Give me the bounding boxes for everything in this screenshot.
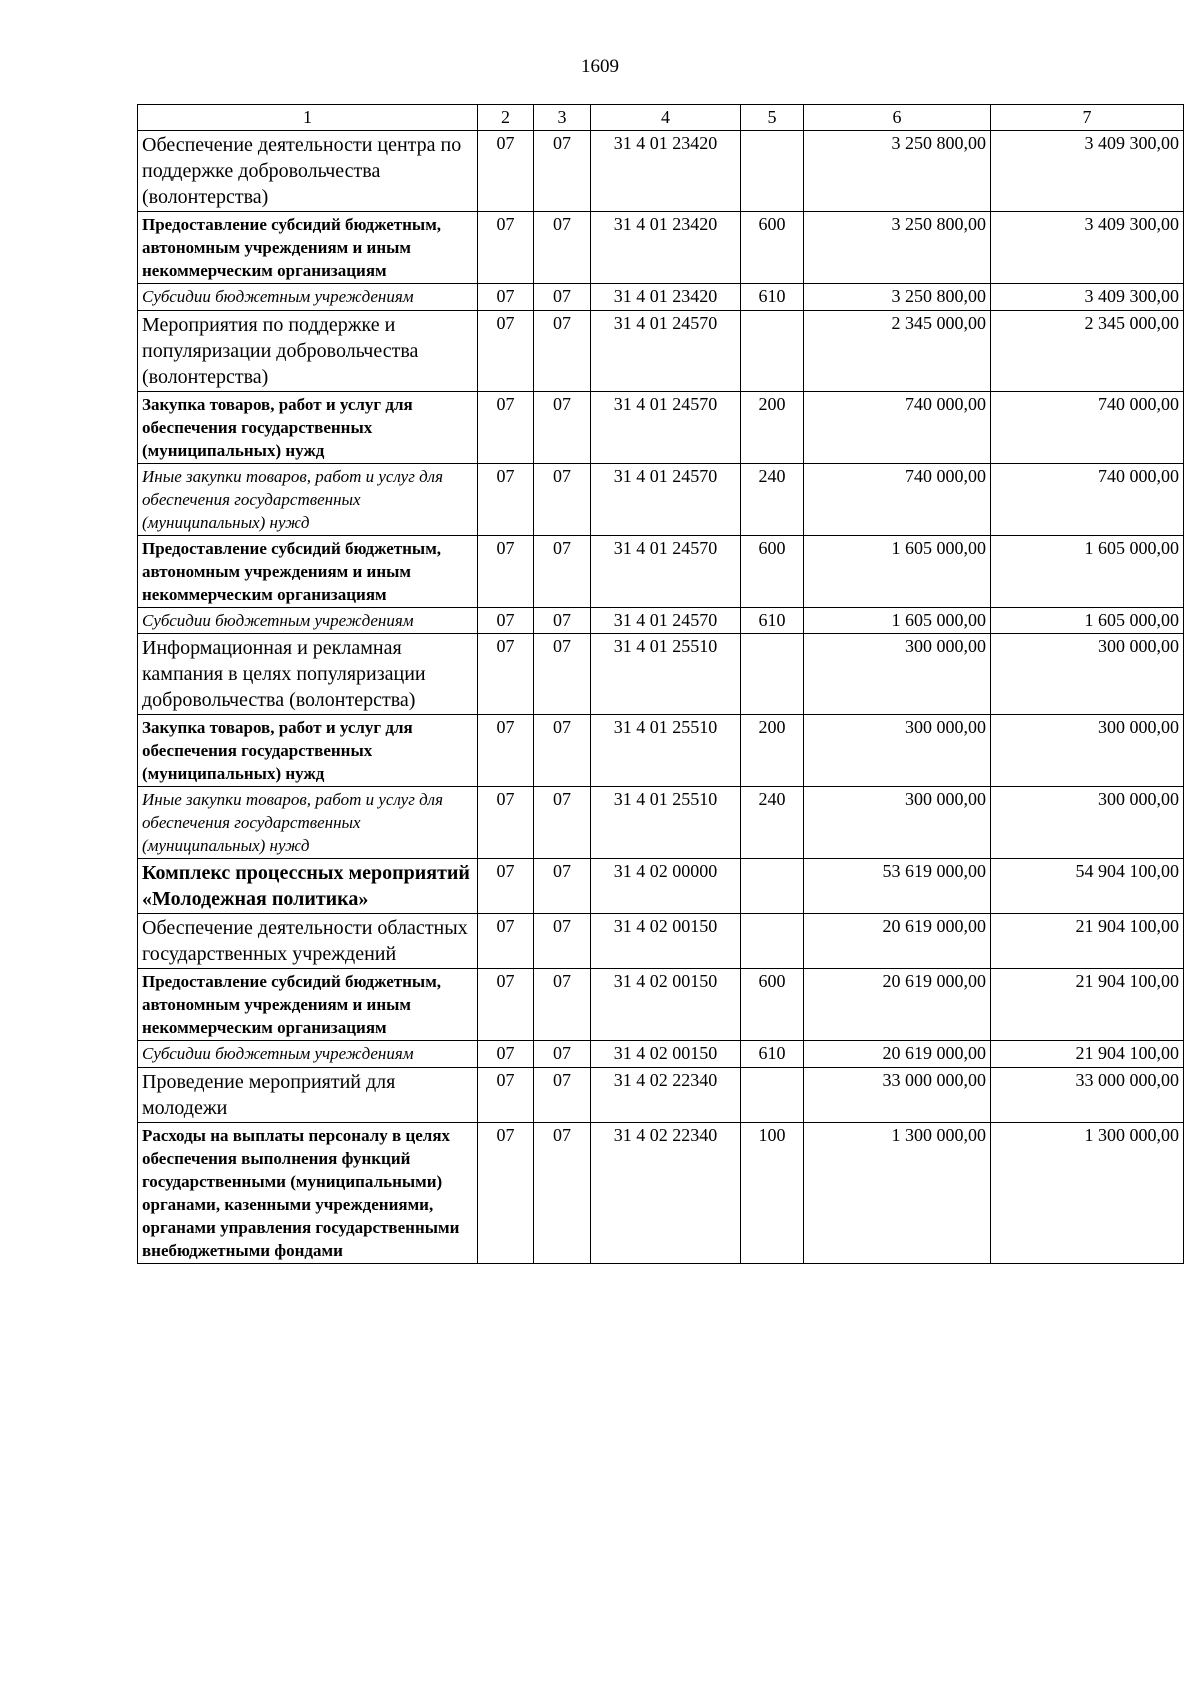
row-section-cell: 07 [478, 391, 534, 463]
row-amount-col7-cell: 33 000 000,00 [991, 1067, 1184, 1122]
row-amount-col6-cell: 53 619 000,00 [804, 859, 991, 914]
row-amount-col7-cell: 3 409 300,00 [991, 212, 1184, 284]
row-section-cell: 07 [478, 715, 534, 787]
row-amount-col6-cell: 300 000,00 [804, 787, 991, 859]
row-amount-col6-cell: 3 250 800,00 [804, 284, 991, 310]
row-target-article-cell: 31 4 01 23420 [591, 131, 741, 212]
row-subsection-cell: 07 [534, 1122, 591, 1263]
row-subsection-cell: 07 [534, 212, 591, 284]
row-target-article-cell: 31 4 02 22340 [591, 1122, 741, 1263]
column-header: 1 [138, 105, 478, 131]
row-name-cell: Обеспечение деятельности областных государственных учреждений [138, 914, 478, 969]
row-expense-type-cell: 200 [741, 715, 804, 787]
row-subsection-cell: 07 [534, 284, 591, 310]
row-expense-type-cell [741, 914, 804, 969]
table-row [138, 1122, 1184, 1263]
table-header-row [138, 105, 1184, 131]
row-subsection-cell: 07 [534, 310, 591, 391]
row-expense-type-cell: 610 [741, 1041, 804, 1067]
row-expense-type-cell [741, 310, 804, 391]
row-section-cell: 07 [478, 310, 534, 391]
row-amount-col7-cell: 1 605 000,00 [991, 535, 1184, 607]
row-name-cell: Мероприятия по поддержке и популяризации добровольчества (волонтерства) [138, 310, 478, 391]
row-target-article-cell: 31 4 01 25510 [591, 787, 741, 859]
row-section-cell: 07 [478, 1067, 534, 1122]
row-section-cell: 07 [478, 787, 534, 859]
row-expense-type-cell: 200 [741, 391, 804, 463]
table-row [138, 787, 1184, 859]
row-name-cell: Субсидии бюджетным учреждениям [138, 1041, 478, 1067]
row-section-cell: 07 [478, 969, 534, 1041]
row-name-cell: Предоставление субсидий бюджетным, автономным учреждениям и иным некоммерческим организациям [138, 535, 478, 607]
row-amount-col6-cell: 20 619 000,00 [804, 969, 991, 1041]
row-subsection-cell: 07 [534, 535, 591, 607]
table-row [138, 391, 1184, 463]
table-row [138, 1067, 1184, 1122]
table-row [138, 535, 1184, 607]
column-header: 7 [991, 105, 1184, 131]
row-name-cell: Закупка товаров, работ и услуг для обеспечения государственных (муниципальных) нужд [138, 715, 478, 787]
row-section-cell: 07 [478, 634, 534, 715]
row-name-cell: Информационная и рекламная кампания в целях популяризации добровольчества (волонтерства) [138, 634, 478, 715]
row-subsection-cell: 07 [534, 634, 591, 715]
page-number: 1609 [581, 56, 619, 77]
row-section-cell: 07 [478, 212, 534, 284]
row-expense-type-cell: 610 [741, 284, 804, 310]
table-row [138, 607, 1184, 633]
column-header: 5 [741, 105, 804, 131]
row-expense-type-cell: 600 [741, 535, 804, 607]
table-row [138, 310, 1184, 391]
row-target-article-cell: 31 4 02 00000 [591, 859, 741, 914]
table-row [138, 284, 1184, 310]
row-amount-col7-cell: 740 000,00 [991, 463, 1184, 535]
row-amount-col7-cell: 1 605 000,00 [991, 607, 1184, 633]
row-expense-type-cell [741, 1067, 804, 1122]
row-name-cell: Иные закупки товаров, работ и услуг для обеспечения государственных (муниципальных) нужд [138, 463, 478, 535]
row-target-article-cell: 31 4 02 22340 [591, 1067, 741, 1122]
row-target-article-cell: 31 4 01 24570 [591, 535, 741, 607]
row-amount-col7-cell: 1 300 000,00 [991, 1122, 1184, 1263]
row-subsection-cell: 07 [534, 391, 591, 463]
row-expense-type-cell [741, 634, 804, 715]
row-section-cell: 07 [478, 535, 534, 607]
row-target-article-cell: 31 4 01 24570 [591, 463, 741, 535]
row-name-cell: Субсидии бюджетным учреждениям [138, 607, 478, 633]
table-row [138, 715, 1184, 787]
table-row [138, 1041, 1184, 1067]
row-amount-col6-cell: 33 000 000,00 [804, 1067, 991, 1122]
row-name-cell: Комплекс процессных мероприятий «Молодежная политика» [138, 859, 478, 914]
row-amount-col7-cell: 740 000,00 [991, 391, 1184, 463]
row-subsection-cell: 07 [534, 1067, 591, 1122]
row-amount-col7-cell: 21 904 100,00 [991, 969, 1184, 1041]
row-name-cell: Обеспечение деятельности центра по поддержке добровольчества (волонтерства) [138, 131, 478, 212]
row-target-article-cell: 31 4 02 00150 [591, 914, 741, 969]
row-name-cell: Предоставление субсидий бюджетным, автономным учреждениям и иным некоммерческим организациям [138, 969, 478, 1041]
table-row [138, 212, 1184, 284]
row-amount-col7-cell: 300 000,00 [991, 787, 1184, 859]
row-amount-col6-cell: 740 000,00 [804, 391, 991, 463]
table-row [138, 859, 1184, 914]
table-row [138, 131, 1184, 212]
row-target-article-cell: 31 4 01 25510 [591, 715, 741, 787]
row-section-cell: 07 [478, 1041, 534, 1067]
row-subsection-cell: 07 [534, 859, 591, 914]
row-target-article-cell: 31 4 01 24570 [591, 310, 741, 391]
row-amount-col7-cell: 21 904 100,00 [991, 1041, 1184, 1067]
row-expense-type-cell: 600 [741, 212, 804, 284]
row-name-cell: Проведение мероприятий для молодежи [138, 1067, 478, 1122]
row-amount-col7-cell: 3 409 300,00 [991, 284, 1184, 310]
table-row [138, 634, 1184, 715]
row-amount-col6-cell: 2 345 000,00 [804, 310, 991, 391]
row-amount-col6-cell: 3 250 800,00 [804, 131, 991, 212]
column-header: 2 [478, 105, 534, 131]
row-section-cell: 07 [478, 859, 534, 914]
row-name-cell: Закупка товаров, работ и услуг для обеспечения государственных (муниципальных) нужд [138, 391, 478, 463]
row-section-cell: 07 [478, 1122, 534, 1263]
row-section-cell: 07 [478, 131, 534, 212]
row-name-cell: Иные закупки товаров, работ и услуг для обеспечения государственных (муниципальных) нужд [138, 787, 478, 859]
table-body [138, 105, 1184, 1264]
row-amount-col7-cell: 300 000,00 [991, 634, 1184, 715]
row-section-cell: 07 [478, 607, 534, 633]
budget-table [137, 104, 1184, 1264]
row-expense-type-cell: 610 [741, 607, 804, 633]
row-amount-col6-cell: 1 605 000,00 [804, 607, 991, 633]
table-row [138, 914, 1184, 969]
column-header: 6 [804, 105, 991, 131]
table-row [138, 969, 1184, 1041]
row-amount-col6-cell: 3 250 800,00 [804, 212, 991, 284]
row-target-article-cell: 31 4 01 23420 [591, 212, 741, 284]
row-expense-type-cell: 600 [741, 969, 804, 1041]
row-section-cell: 07 [478, 284, 534, 310]
row-amount-col6-cell: 1 605 000,00 [804, 535, 991, 607]
row-subsection-cell: 07 [534, 914, 591, 969]
column-header: 4 [591, 105, 741, 131]
row-name-cell: Предоставление субсидий бюджетным, автономным учреждениям и иным некоммерческим организациям [138, 212, 478, 284]
row-target-article-cell: 31 4 02 00150 [591, 1041, 741, 1067]
row-expense-type-cell [741, 131, 804, 212]
table-row [138, 463, 1184, 535]
row-expense-type-cell [741, 859, 804, 914]
row-subsection-cell: 07 [534, 463, 591, 535]
row-subsection-cell: 07 [534, 787, 591, 859]
row-expense-type-cell: 100 [741, 1122, 804, 1263]
row-target-article-cell: 31 4 02 00150 [591, 969, 741, 1041]
row-amount-col6-cell: 300 000,00 [804, 634, 991, 715]
row-subsection-cell: 07 [534, 969, 591, 1041]
row-subsection-cell: 07 [534, 1041, 591, 1067]
row-target-article-cell: 31 4 01 24570 [591, 607, 741, 633]
row-target-article-cell: 31 4 01 23420 [591, 284, 741, 310]
row-target-article-cell: 31 4 01 24570 [591, 391, 741, 463]
row-subsection-cell: 07 [534, 131, 591, 212]
row-target-article-cell: 31 4 01 25510 [591, 634, 741, 715]
row-name-cell: Расходы на выплаты персоналу в целях обеспечения выполнения функций государственными (муниципальными) органами, казенными учреждениями, органами управления государственными внебюджетными фондами [138, 1122, 478, 1263]
row-amount-col7-cell: 300 000,00 [991, 715, 1184, 787]
row-expense-type-cell: 240 [741, 463, 804, 535]
column-header: 3 [534, 105, 591, 131]
row-subsection-cell: 07 [534, 607, 591, 633]
row-amount-col7-cell: 3 409 300,00 [991, 131, 1184, 212]
row-section-cell: 07 [478, 914, 534, 969]
row-amount-col6-cell: 740 000,00 [804, 463, 991, 535]
row-amount-col7-cell: 54 904 100,00 [991, 859, 1184, 914]
row-amount-col6-cell: 20 619 000,00 [804, 914, 991, 969]
row-amount-col6-cell: 300 000,00 [804, 715, 991, 787]
row-name-cell: Субсидии бюджетным учреждениям [138, 284, 478, 310]
row-amount-col6-cell: 20 619 000,00 [804, 1041, 991, 1067]
row-amount-col7-cell: 2 345 000,00 [991, 310, 1184, 391]
row-subsection-cell: 07 [534, 715, 591, 787]
row-amount-col6-cell: 1 300 000,00 [804, 1122, 991, 1263]
row-amount-col7-cell: 21 904 100,00 [991, 914, 1184, 969]
row-section-cell: 07 [478, 463, 534, 535]
row-expense-type-cell: 240 [741, 787, 804, 859]
